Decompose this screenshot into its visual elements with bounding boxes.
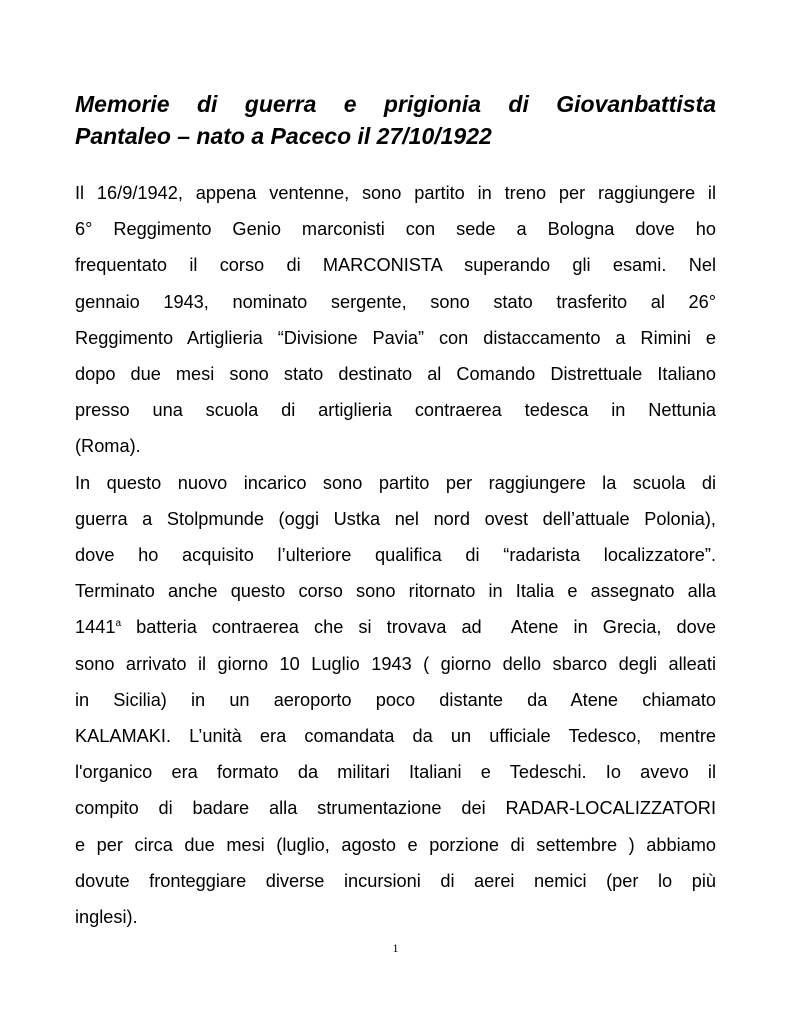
body-line: guerra a Stolpmunde (oggi Ustka nel nord ovest dell’attuale Polonia), bbox=[75, 508, 716, 529]
body-line bbox=[75, 609, 716, 645]
body-line: Il 16/9/1942, appena ventenne, sono partito in treno per raggiungere il bbox=[75, 183, 716, 203]
body-line: frequentato il corso di MARCONISTA superando gli esami. Nel bbox=[75, 255, 716, 276]
body-line: dopo due mesi sono stato destinato al Comando Distrettuale Italiano bbox=[75, 364, 716, 385]
body-line: l'organico era formato da militari Italiani e Tedeschi. Io avevo il bbox=[75, 762, 716, 783]
body-line: In questo nuovo incarico sono partito per raggiungere la scuola di bbox=[75, 472, 716, 493]
body-text bbox=[75, 175, 716, 935]
body-line: gennaio 1943, nominato sergente, sono stato trasferito al 26° bbox=[75, 291, 716, 312]
body-line: KALAMAKI. L’unità era comandata da un ufficiale Tedesco, mentre bbox=[75, 726, 716, 747]
body-line: in Sicilia) in un aeroporto poco distante da Atene chiamato bbox=[75, 689, 716, 710]
body-line-segment: batteria contraerea che si trovava ad Atene in Grecia, dove bbox=[121, 617, 716, 638]
body-line: dovute fronteggiare diverse incursioni di aerei nemici (per lo più bbox=[75, 870, 716, 891]
body-line: Reggimento Artiglieria “Divisione Pavia” con distaccamento a Rimini e bbox=[75, 327, 716, 348]
body-line: inglesi). bbox=[75, 907, 138, 928]
document-title bbox=[75, 88, 716, 152]
body-line: Terminato anche questo corso sono ritornato in Italia e assegnato alla bbox=[75, 581, 716, 602]
body-line: e per circa due mesi (luglio, agosto e porzione di settembre ) abbiamo bbox=[75, 834, 716, 855]
body-line: presso una scuola di artiglieria contraerea tedesca in Nettunia bbox=[75, 400, 716, 421]
body-line: 6° Reggimento Genio marconisti con sede a Bologna dove ho bbox=[75, 219, 716, 240]
body-line: (Roma). bbox=[75, 436, 141, 457]
title-line: Memorie di guerra e prigionia di Giovanbattista bbox=[75, 91, 716, 117]
page-number: 1 bbox=[392, 941, 399, 955]
body-line: sono arrivato il giorno 10 Luglio 1943 ( giorno dello sbarco degli alleati bbox=[75, 653, 716, 674]
body-line: compito di badare alla strumentazione dei RADAR-LOCALIZZATORI bbox=[75, 798, 716, 819]
body-line: dove ho acquisito l’ulteriore qualifica di “radarista localizzatore”. bbox=[75, 545, 716, 566]
title-line: Pantaleo – nato a Paceco il 27/10/1922 bbox=[75, 123, 492, 149]
ordinal-superscript: a bbox=[115, 618, 122, 630]
body-line-segment: 1441 bbox=[75, 617, 116, 638]
